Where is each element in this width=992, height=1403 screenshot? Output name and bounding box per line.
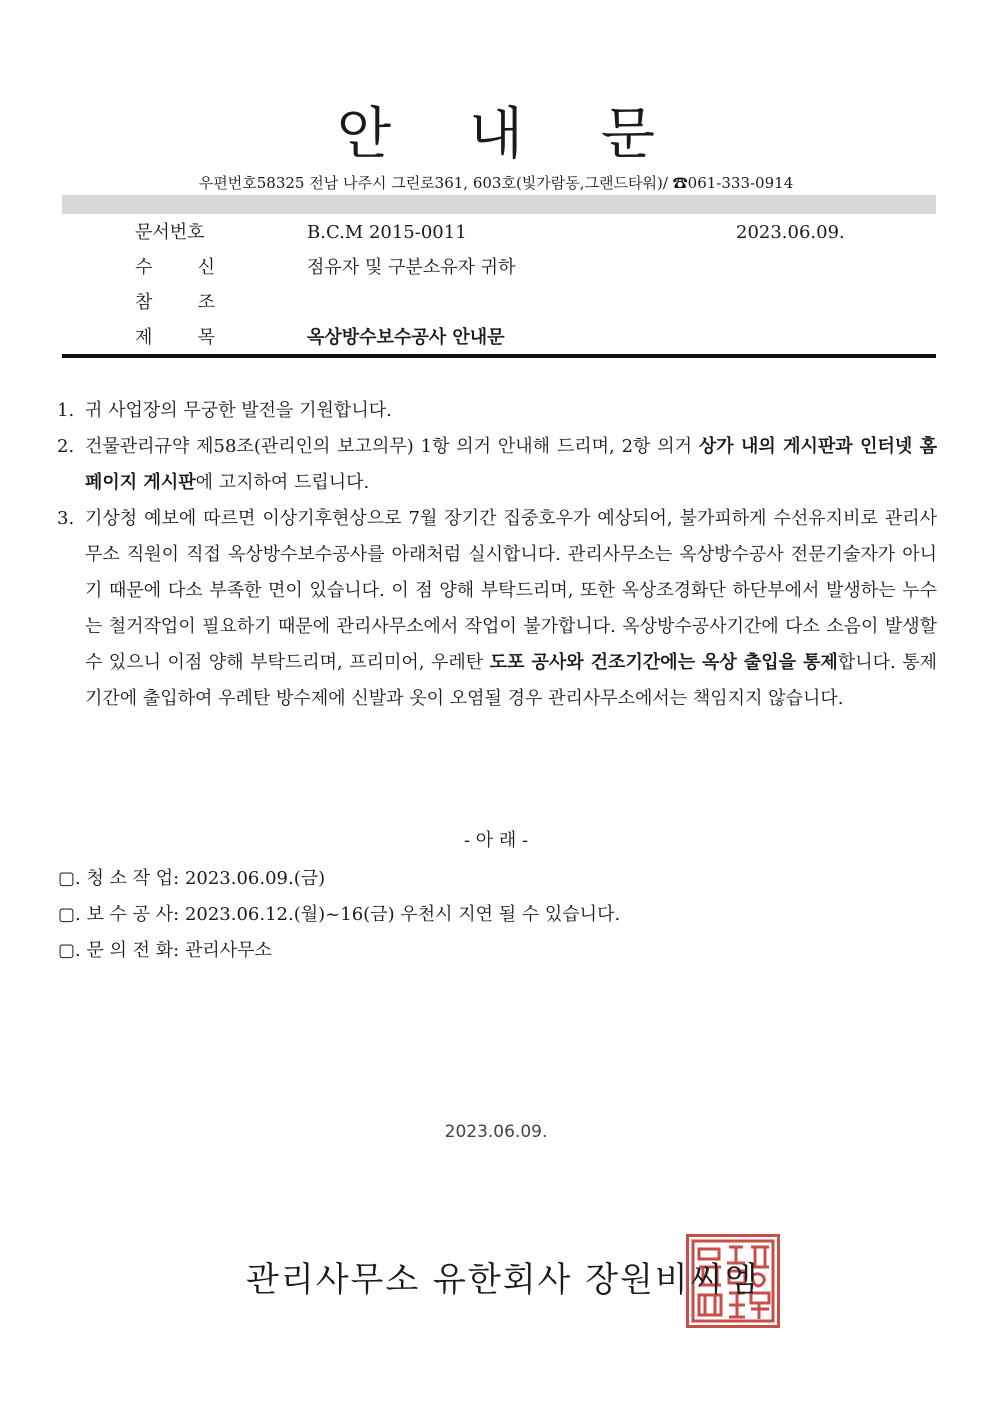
subject-label-char: 목 [197,327,215,348]
doc-no-label: 문서번호 [135,222,205,243]
item-text: 귀 사업장의 무궁한 발전을 기원합니다. [85,400,392,421]
item-text-part: 기상청 예보에 따르면 이상기후현상으로 7월 장기간 집중호우가 예상되어, 불가피하게 수선유지비로 관리사무소 직원이 직접 옥상방수보수공사를 아래처럼 실시합니다. 관리사무소는 옥상방수공사 전문기술자가 아니기 때문에 다소 부족한 면이 있습니다. 이 점 양해 부탁드리며, 또한 옥상조경화단 하단부에서 발생하는 누수는 철거작업이 필요하기 때문에 관리사무소에서 작업이 불가합니다. 옥상방수공사기간에 다소 소음이 발생할 수 있으니 이점 양해 부탁드리며, 프리미어, 우레탄 [85,508,937,673]
body-text [57,393,937,717]
recipient-label [135,255,215,281]
recipient-value: 점유자 및 구분소유자 귀하 [307,257,516,278]
recipient-label-char: 수 [135,257,153,278]
header-divider-bar [62,195,936,214]
recipient-label-char: 신 [197,257,215,278]
item-text [85,429,937,501]
item-number: 2. [57,436,75,457]
doc-no-value: B.C.M 2015-0011 [307,222,467,243]
item-text-bold: 도포 공사와 건조기간에는 옥상 출입을 통제 [489,652,838,673]
document-title: 안 내 문 [337,102,685,167]
item-text-bold: 상가 내의 게시판과 인터넷 홈페이지 게시판 [85,436,937,493]
item-number: 3. [57,508,75,529]
reference-label-char: 조 [197,292,215,313]
subject-label-char: 제 [135,327,153,348]
detail-contact: ▢. 문 의 전 화: 관리사무소 [58,940,272,961]
subject-label [135,325,215,351]
reference-label [135,290,215,316]
below-section-title: - 아 래 - [463,830,529,851]
meta-date: 2023.06.09. [736,222,845,243]
body-item-2 [57,429,937,501]
address-line: 우편번호58325 전남 나주시 그린로361, 603호(빛가람동,그랜드타워)/ ☎061-333-0914 [198,174,794,192]
body-item-1 [57,393,937,429]
item-number: 1. [57,400,75,421]
subject-value: 옥상방수보수공사 안내문 [307,327,505,348]
detail-cleaning: ▢. 청 소 작 업: 2023.06.09.(금) [58,868,326,889]
item-text [85,501,937,717]
body-item-3 [57,501,937,717]
footer-date: 2023.06.09. [444,1122,548,1142]
header-rule [62,354,936,358]
item-text-part: 건물관리규약 제58조(관리인의 보고의무) 1항 의거 안내해 드리며, 2항 의거 [85,436,699,457]
reference-label-char: 참 [135,292,153,313]
item-text-part: 에 고지하여 드립니다. [195,472,370,493]
item-text-part: 합니다. 통제기간에 출입하여 우레탄 방수제에 신발과 옷이 오염될 경우 관리사무소에서는 책임지지 않습니다. [85,652,937,709]
issuer-signature: 관리사무소 유한회사 장원비씨엠 [246,1260,760,1300]
detail-repair: ▢. 보 수 공 사: 2023.06.12.(월)~16(금) 우천시 지연 될 수 있습니다. [58,904,621,925]
